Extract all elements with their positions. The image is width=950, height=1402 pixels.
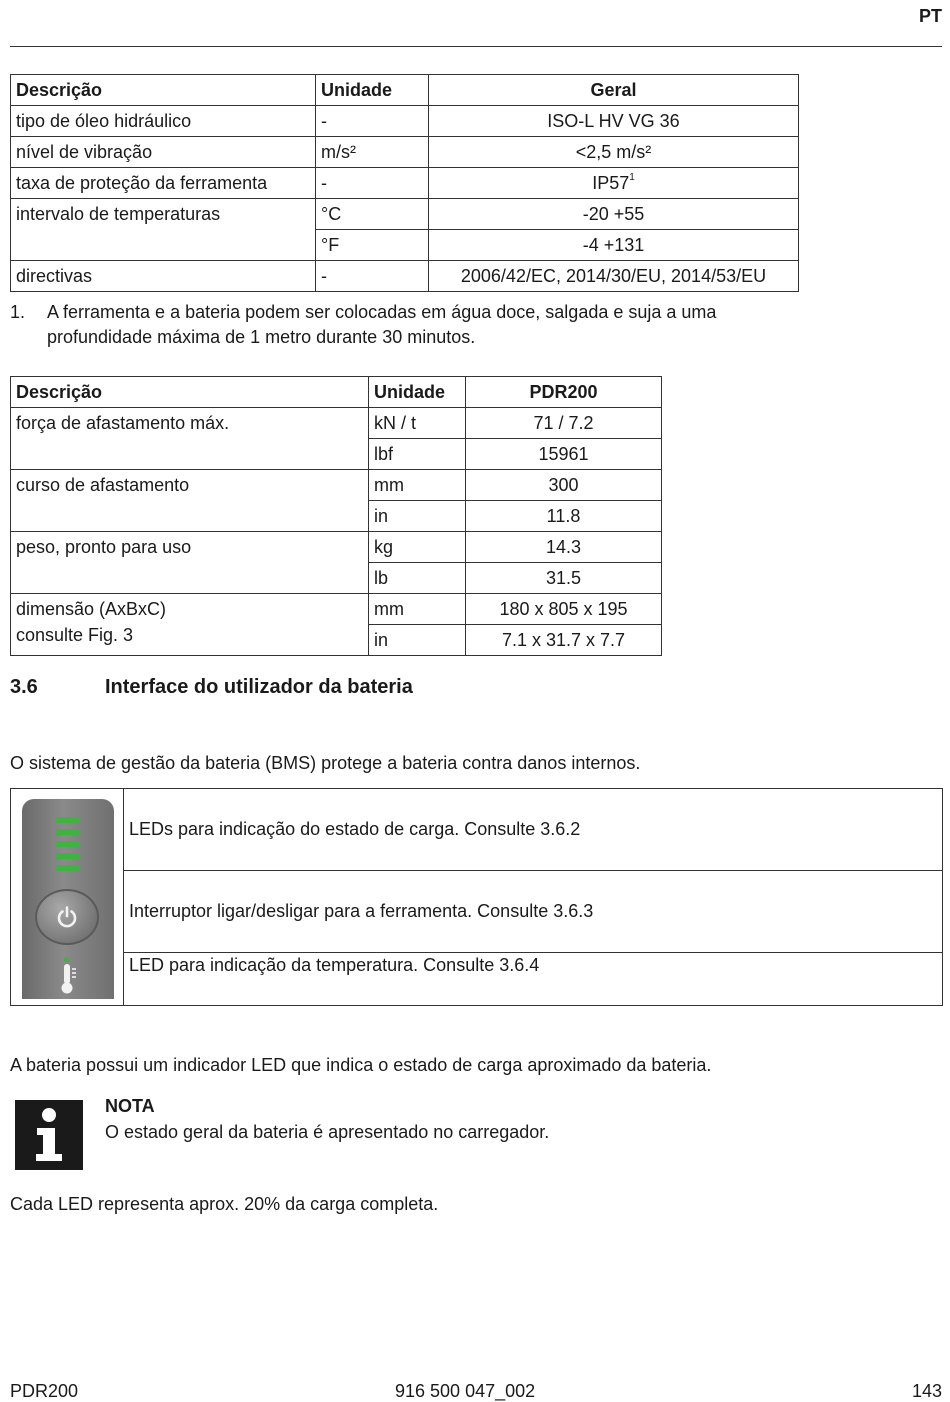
spec-description: curso de afastamento — [11, 470, 369, 532]
table-row — [11, 789, 943, 871]
table-row — [11, 953, 943, 1006]
table-row — [11, 106, 799, 137]
table-row — [11, 594, 662, 625]
table-row — [11, 408, 662, 439]
section-title: Interface do utilizador da bateria — [105, 676, 413, 698]
spec-unit: mm — [369, 470, 466, 501]
temperature-led — [64, 957, 69, 962]
charge-led — [55, 853, 79, 859]
paragraph-led-indicator: A bateria possui um indicador LED que indica o estado de carga aproximado da bateria. — [10, 1055, 712, 1075]
spec-value: 71 / 7.2 — [466, 408, 662, 439]
spec-unit: in — [369, 625, 466, 656]
charge-led — [55, 817, 79, 823]
ui-description: LEDs para indicação do estado de carga. Consulte 3.6.2 — [124, 789, 943, 871]
spec-description — [11, 594, 369, 656]
spec-description: nível de vibração — [11, 137, 316, 168]
table-header-row — [11, 377, 662, 408]
column-header: Descrição — [11, 75, 316, 106]
spec-value: -20 +55 — [429, 199, 799, 230]
spec-unit: m/s² — [316, 137, 429, 168]
paragraph-bms: O sistema de gestão da bateria (BMS) protege a bateria contra danos internos. — [10, 753, 641, 773]
spec-value — [429, 168, 799, 199]
battery-panel-image-cell — [11, 789, 124, 1006]
spec-value: ISO-L HV VG 36 — [429, 106, 799, 137]
spec-description: peso, pronto para uso — [11, 532, 369, 594]
spec-value: 7.1 x 31.7 x 7.7 — [466, 625, 662, 656]
spec-description: taxa de proteção da ferramenta — [11, 168, 316, 199]
charge-led — [55, 865, 79, 871]
column-header: Unidade — [316, 75, 429, 106]
charge-led — [55, 829, 79, 835]
table-row — [11, 871, 943, 953]
spec-value: -4 +131 — [429, 230, 799, 261]
column-header: Descrição — [11, 377, 369, 408]
general-specs-table — [10, 74, 799, 292]
info-icon — [15, 1100, 83, 1170]
note-title: NOTA — [105, 1096, 155, 1116]
spec-unit: - — [316, 261, 429, 292]
note-text: O estado geral da bateria é apresentado no carregador. — [105, 1122, 550, 1142]
language-label: PT — [918, 6, 942, 26]
footer-product: PDR200 — [10, 1381, 79, 1401]
spec-unit: kN / t — [369, 408, 466, 439]
spec-unit: lb — [369, 563, 466, 594]
spec-description: força de afastamento máx. — [11, 408, 369, 470]
battery-panel-image — [22, 799, 114, 999]
table-row — [11, 470, 662, 501]
column-header: Unidade — [369, 377, 466, 408]
spec-unit: lbf — [369, 439, 466, 470]
ui-description: LED para indicação da temperatura. Consulte 3.6.4 — [124, 953, 943, 1006]
spec-value: <2,5 m/s² — [429, 137, 799, 168]
spec-unit: °F — [316, 230, 429, 261]
header-rule — [10, 46, 942, 47]
table-row — [11, 532, 662, 563]
spec-description-line: consulte Fig. 3 — [16, 625, 134, 645]
table-row — [11, 261, 799, 292]
spec-description: intervalo de temperaturas — [11, 199, 316, 261]
table-header-row — [11, 75, 799, 106]
section-number: 3.6 — [10, 676, 38, 698]
paragraph-led-percentage: Cada LED representa aprox. 20% da carga completa. — [10, 1194, 439, 1214]
thermometer-icon — [59, 963, 79, 995]
spec-description-line: dimensão (AxBxC) — [16, 599, 167, 619]
pdr200-specs-table — [10, 376, 662, 656]
spec-value: 180 x 805 x 195 — [466, 594, 662, 625]
spec-description: directivas — [11, 261, 316, 292]
footnote-text: A ferramenta e a bateria podem ser colocadas em água doce, salgada e suja a uma profundidade máxima de 1 metro durante 30 minutos. — [47, 302, 717, 347]
column-header: Geral — [429, 75, 799, 106]
spec-value: 2006/42/EC, 2014/30/EU, 2014/53/EU — [429, 261, 799, 292]
spec-value-text: IP57 — [592, 173, 630, 193]
spec-value: 11.8 — [466, 501, 662, 532]
spec-value: 15961 — [466, 439, 662, 470]
column-header: PDR200 — [466, 377, 662, 408]
footer-document-number: 916 500 047_002 — [395, 1381, 536, 1401]
spec-value: 14.3 — [466, 532, 662, 563]
table-row — [11, 168, 799, 199]
spec-value: 300 — [466, 470, 662, 501]
spec-unit: °C — [316, 199, 429, 230]
footnote-marker: 1 — [629, 172, 635, 183]
power-button-icon — [35, 889, 99, 945]
table-row — [11, 137, 799, 168]
spec-unit: kg — [369, 532, 466, 563]
ui-description: Interruptor ligar/desligar para a ferramenta. Consulte 3.6.3 — [124, 871, 943, 953]
battery-ui-table — [10, 788, 943, 1006]
spec-unit: in — [369, 501, 466, 532]
spec-unit: - — [316, 106, 429, 137]
spec-description: tipo de óleo hidráulico — [11, 106, 316, 137]
spec-unit: mm — [369, 594, 466, 625]
charge-led — [55, 841, 79, 847]
spec-unit: - — [316, 168, 429, 199]
table-row — [11, 199, 799, 230]
footnote-number: 1. — [10, 302, 26, 322]
footnote — [10, 300, 767, 350]
spec-value: 31.5 — [466, 563, 662, 594]
footer-page-number: 143 — [911, 1381, 942, 1401]
